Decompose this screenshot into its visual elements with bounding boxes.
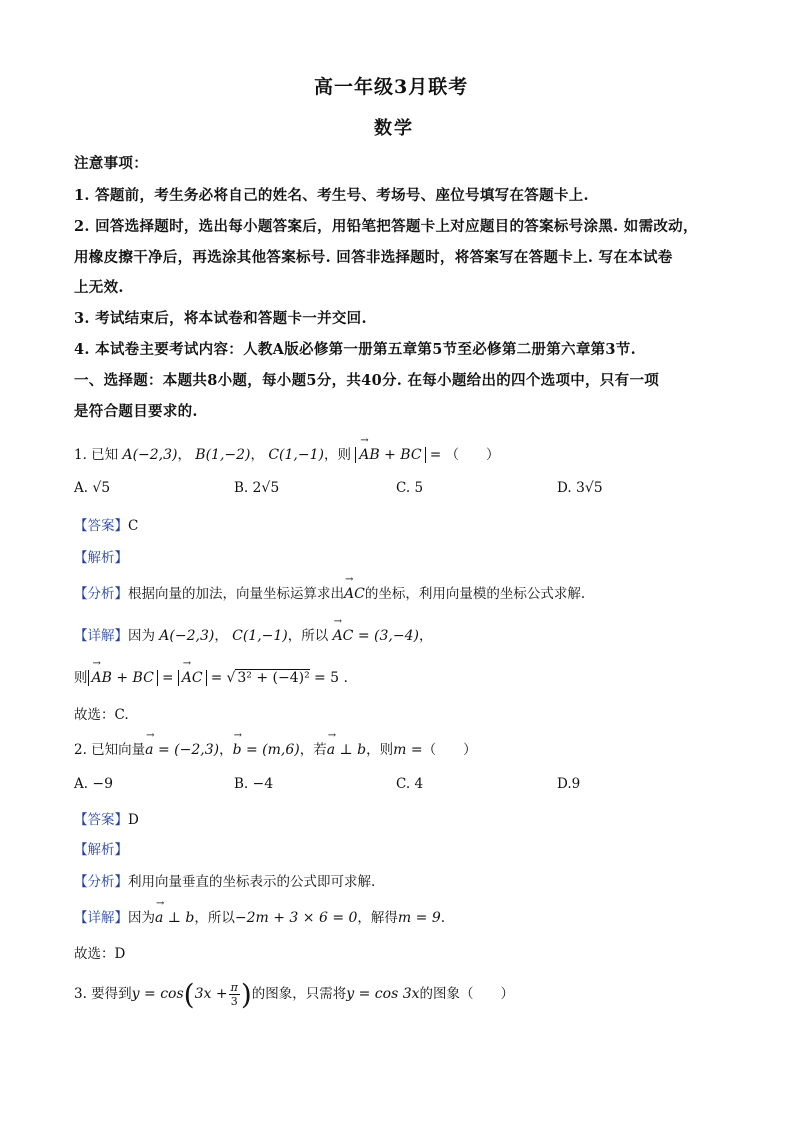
q2-analysis-label: 【解析】 <box>74 842 128 858</box>
detail-text-q2: 因为 <box>128 910 155 926</box>
detail-label: 【详解】 <box>74 628 128 644</box>
answer-value: C <box>128 518 139 534</box>
detail-text-q2-2: ，所以 <box>194 910 235 926</box>
perp-condition: → a ⊥ b <box>327 742 366 758</box>
fenxi-text-2: 的坐标，利用向量模的坐标公式求解. <box>364 586 586 602</box>
vector-sum-magnitude <box>355 447 425 463</box>
detail-text-q2-3: ，解得 <box>357 910 398 926</box>
detail-label-2: 【详解】 <box>74 910 128 926</box>
detail-result: m = 9 <box>397 910 441 926</box>
notice-item-3: 3. 考试结束后，将本试卷和答题卡一并交回. <box>74 310 367 327</box>
q2-option-d: D.9 <box>557 776 581 792</box>
sqrt-symbol: √ <box>226 670 236 686</box>
q2-answer <box>74 808 139 828</box>
notice-heading: 注意事项： <box>74 155 148 172</box>
inner-expression: 3x + <box>194 986 228 1002</box>
sum-expression: → AB + BC <box>92 670 154 686</box>
q1-detail-line-2 <box>74 666 348 686</box>
q2-fenxi <box>74 870 375 890</box>
if-text: ，若 <box>299 742 327 758</box>
q2-option-c: C. 4 <box>396 776 424 792</box>
q2-detail: 【详解】因为→ a ⊥ b，所以−2m + 3 × 6 = 0，解得m = 9. <box>74 906 445 926</box>
point-b: B(1,−2) <box>195 447 251 463</box>
vector-expression: → AB + BC <box>359 447 421 463</box>
q1-conclusion: 故选：C. <box>74 707 129 723</box>
equals-sign: = <box>429 447 442 463</box>
section-heading-line-2: 是符合题目要求的. <box>74 403 198 420</box>
m-variable: m = <box>393 742 423 758</box>
equals-2: = <box>210 670 223 686</box>
section-heading-line-1: 一、选择题：本题共8小题，每小题5分，共40分. 在每小题给出的四个选项中，只有一项 <box>74 372 660 389</box>
question-1-stem: 1. 已知 A(−2,3)， B(1,−2)， C(1,−1)，则 → AB + BC = （ ） <box>74 443 499 463</box>
detail-text: 因为 <box>128 628 155 644</box>
answer-label-2: 【答案】 <box>74 812 128 828</box>
fenxi-label-2: 【分析】 <box>74 874 128 890</box>
detail-point-a: A(−2,3) <box>159 628 215 644</box>
answer-label: 【答案】 <box>74 518 128 534</box>
q2-option-a: A. −9 <box>74 776 113 792</box>
q1-detail: 【详解】因为 A(−2,3)， C(1,−1)，所以 → AC = (3,−4)， <box>74 624 432 644</box>
q1-answer <box>74 514 138 534</box>
then-text-2: ，则 <box>366 742 394 758</box>
point-a: A(−2,3) <box>122 447 178 463</box>
pi-over-three: $\frac{\pi}{3}$ <box>230 981 238 1008</box>
vector-ac: → AC <box>344 586 365 602</box>
equals-1: = <box>162 670 174 686</box>
answer-value-2: D <box>128 812 139 828</box>
q1-fenxi <box>74 582 585 602</box>
then-text: 则 <box>74 670 88 686</box>
q1-option-d: D. 3√5 <box>557 480 603 496</box>
point-c: C(1,−1) <box>268 447 324 463</box>
sqrt-radicand: 3² + (−4)² <box>237 670 310 686</box>
notice-item-1: 1. 答题前，考生务必将自己的姓名、考生号、考场号、座位号填写在答题卡上. <box>74 187 589 204</box>
question-3-prefix: 3. 要得到 <box>74 986 132 1002</box>
ac-magnitude <box>178 670 207 686</box>
notice-item-2-line-2: 用橡皮擦干净后，再选涂其他答案标号. 回答非选择题时，将答案写在答题卡上. 写在本试卷 <box>74 249 673 266</box>
q1-analysis-label: 【解析】 <box>74 550 128 566</box>
question-3-stem <box>74 978 514 1011</box>
ac-expression: → AC <box>182 670 203 686</box>
notice-item-4: 4. 本试卷主要考试内容：人教A版必修第一册第五章第5节至必修第二册第六章第3节. <box>74 341 636 358</box>
question-3-text-2: 的图象（ ） <box>419 986 515 1002</box>
question-2-stem: 2. 已知向量→ a = (−2,3)，→ b = (m,6)，若→ a ⊥ b，则m =（ ） <box>74 738 477 758</box>
q1-option-c: C. 5 <box>396 480 424 496</box>
q2-option-b: B. −4 <box>234 776 274 792</box>
question-1-then: ，则 <box>323 447 351 463</box>
sum-magnitude <box>88 670 158 686</box>
fenxi-text-q2: 利用向量垂直的坐标表示的公式即可求解. <box>128 874 376 890</box>
question-1-blank: （ ） <box>445 447 500 463</box>
result: = 5 . <box>313 670 348 686</box>
detail-point-c: C(1,−1) <box>232 628 288 644</box>
detail-equation: −2m + 3 × 6 = 0 <box>234 910 358 926</box>
y-equals-cos: y = cos <box>131 986 184 1002</box>
detail-text-2: ，所以 <box>287 628 329 644</box>
exam-title: 高一年级3月联考 <box>314 76 469 98</box>
q1-option-a: A. √5 <box>74 480 111 496</box>
question-3-text: 的图象，只需将 <box>251 986 347 1002</box>
right-paren: ) <box>240 978 252 1011</box>
vector-a: → a = (−2,3) <box>145 742 219 758</box>
q2-conclusion: 故选：D <box>74 946 126 962</box>
q1-option-b: B. 2√5 <box>234 480 280 496</box>
question-1-prefix: 1. 已知 <box>74 447 119 463</box>
question-2-prefix: 2. 已知向量 <box>74 742 146 758</box>
notice-item-2-line-3: 上无效. <box>74 279 124 296</box>
left-paren: ( <box>183 978 195 1011</box>
fenxi-label: 【分析】 <box>74 586 128 602</box>
question-2-blank: （ ） <box>422 742 477 758</box>
detail-perp: → a ⊥ b <box>155 910 194 926</box>
detail-vector-ac: → AC = (3,−4) <box>333 628 419 644</box>
y-equals-cos-3x: y = cos 3x <box>346 986 420 1002</box>
vector-b: → b = (m,6) <box>233 742 300 758</box>
subject-title: 数学 <box>374 118 414 139</box>
fenxi-text: 根据向量的加法，向量坐标运算求出 <box>128 586 344 602</box>
notice-item-2-line-1: 2. 回答选择题时，选出每小题答案后，用铅笔把答题卡上对应题目的答案标号涂黑. 如需改动， <box>74 218 698 235</box>
